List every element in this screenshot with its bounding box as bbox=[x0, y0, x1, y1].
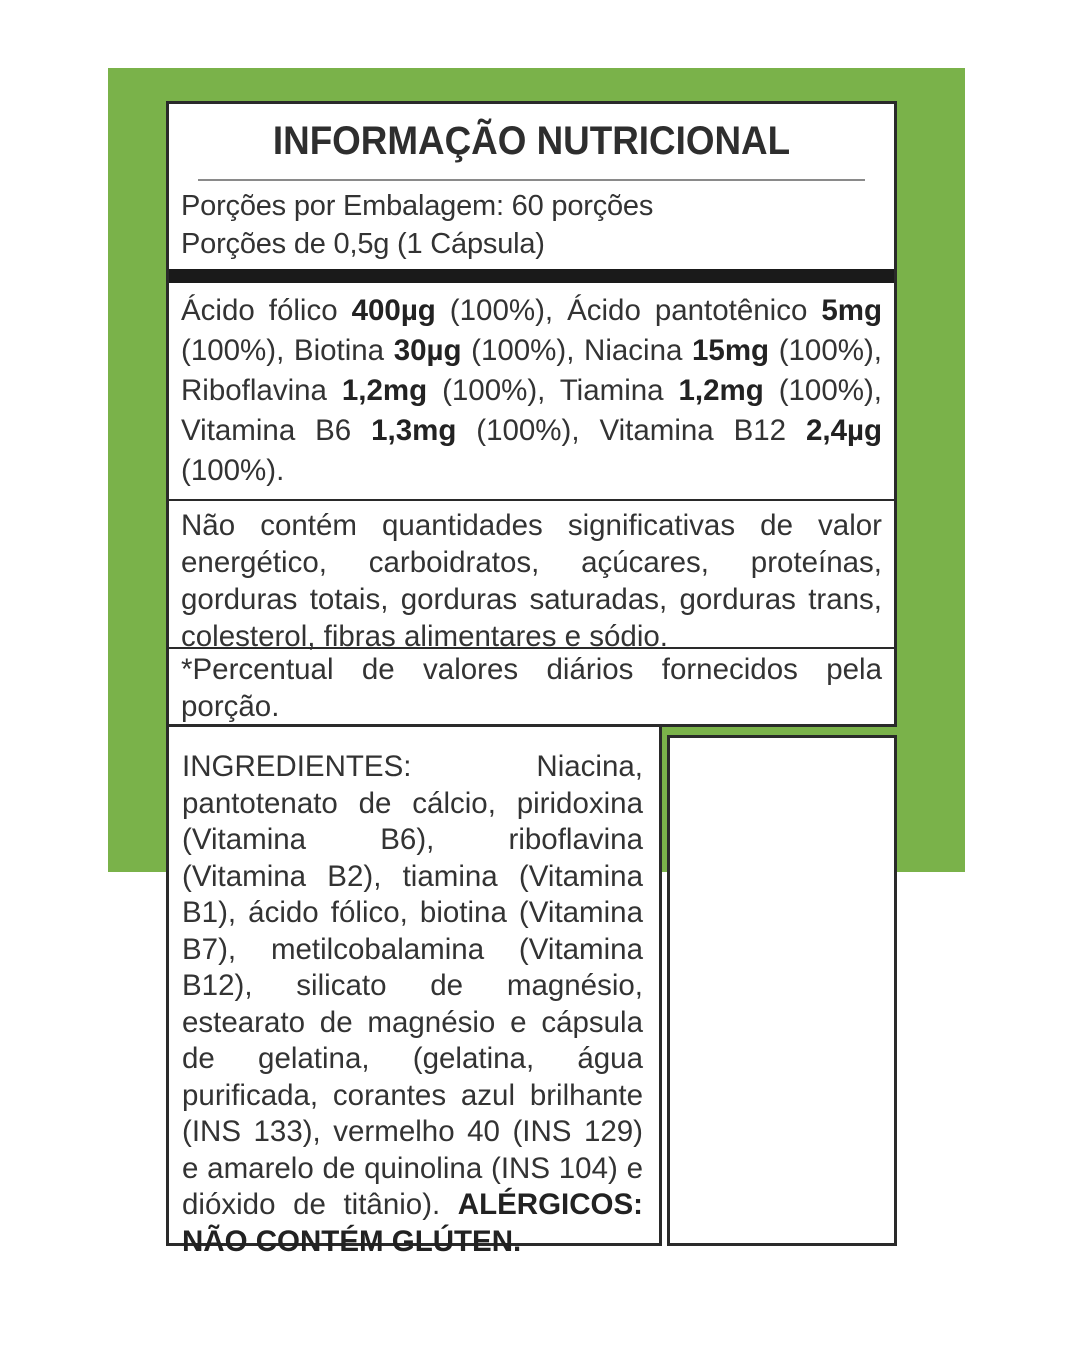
ingredients-section bbox=[166, 727, 662, 1258]
vitamin-name: Ácido fólico bbox=[181, 294, 352, 327]
vitamin-name: Tiamina bbox=[559, 374, 679, 407]
vitamin-percent: (100%), bbox=[461, 334, 585, 367]
servings-per-package: Porções por Embalagem: 60 porções bbox=[181, 190, 654, 222]
vitamin-name: Vitamina B6 bbox=[181, 414, 372, 447]
vitamin-amount: 1,3mg bbox=[371, 414, 457, 447]
vitamin-amount: 1,2mg bbox=[341, 374, 428, 407]
vitamin-amount: 400µg bbox=[351, 294, 436, 327]
serving-size: Porções de 0,5g (1 Cápsula) bbox=[181, 228, 545, 260]
vitamin-amount: 15mg bbox=[692, 334, 770, 367]
daily-value-note: *Percentual de valores diários fornecidos pela porção. bbox=[181, 653, 882, 723]
ingredients-text: INGREDIENTES: Niacina, pantotenato de cálcio, piridoxina (Vitamina B6), riboflavina (Vitamina B2), tiamina (Vitamina B1), ácido fólico, biotina (Vitamina B7), metilcobalamina (Vitamina B12), silicato de magnésio, estearato de magnésio e cápsula de gelatina, (gelatina, água purificada, corantes azul brilhante (INS 133), vermelho 40 (INS 129) e amarelo de quinolina (INS 104) e dióxido de titânio). bbox=[182, 750, 643, 1221]
vitamin-percent: (100%), bbox=[769, 334, 882, 367]
servings-section bbox=[169, 181, 894, 283]
vitamin-percent: (100%), bbox=[181, 334, 294, 367]
vitamin-name: Biotina bbox=[293, 334, 394, 367]
vitamin-percent: (100%), bbox=[427, 374, 560, 407]
nutrition-title: INFORMAÇÃO NUTRICIONAL bbox=[198, 104, 865, 181]
nutrition-facts-panel bbox=[166, 101, 897, 727]
vitamin-name: Vitamina B12 bbox=[599, 414, 806, 447]
vitamin-amount: 30µg bbox=[393, 334, 462, 367]
vitamin-percent: (100%), bbox=[763, 374, 882, 407]
vitamin-percent: (100%). bbox=[181, 454, 285, 487]
vitamin-name: Ácido pantotênico bbox=[567, 294, 822, 327]
vitamin-name: Niacina bbox=[584, 334, 693, 367]
vitamin-amount: 1,2mg bbox=[678, 374, 764, 407]
vitamins-section bbox=[169, 283, 894, 501]
not-contain-note: Não contém quantidades significativas de valor energético, carboidratos, açúcares, proteínas, gorduras totais, gorduras saturadas, gorduras trans, colesterol, fibras alimentares e sódio. bbox=[169, 501, 894, 649]
vitamin-percent: (100%), bbox=[435, 294, 568, 327]
vitamin-amount: 2,4µg bbox=[805, 414, 882, 447]
allergens-text: ALÉRGICOS: NÃO CONTÉM GLÚTEN. bbox=[182, 1188, 643, 1258]
vitamin-amount: 5mg bbox=[821, 294, 882, 327]
vitamin-percent: (100%), bbox=[456, 414, 600, 447]
blank-label-box bbox=[667, 735, 897, 1246]
vitamin-name: Riboflavina bbox=[181, 374, 342, 407]
